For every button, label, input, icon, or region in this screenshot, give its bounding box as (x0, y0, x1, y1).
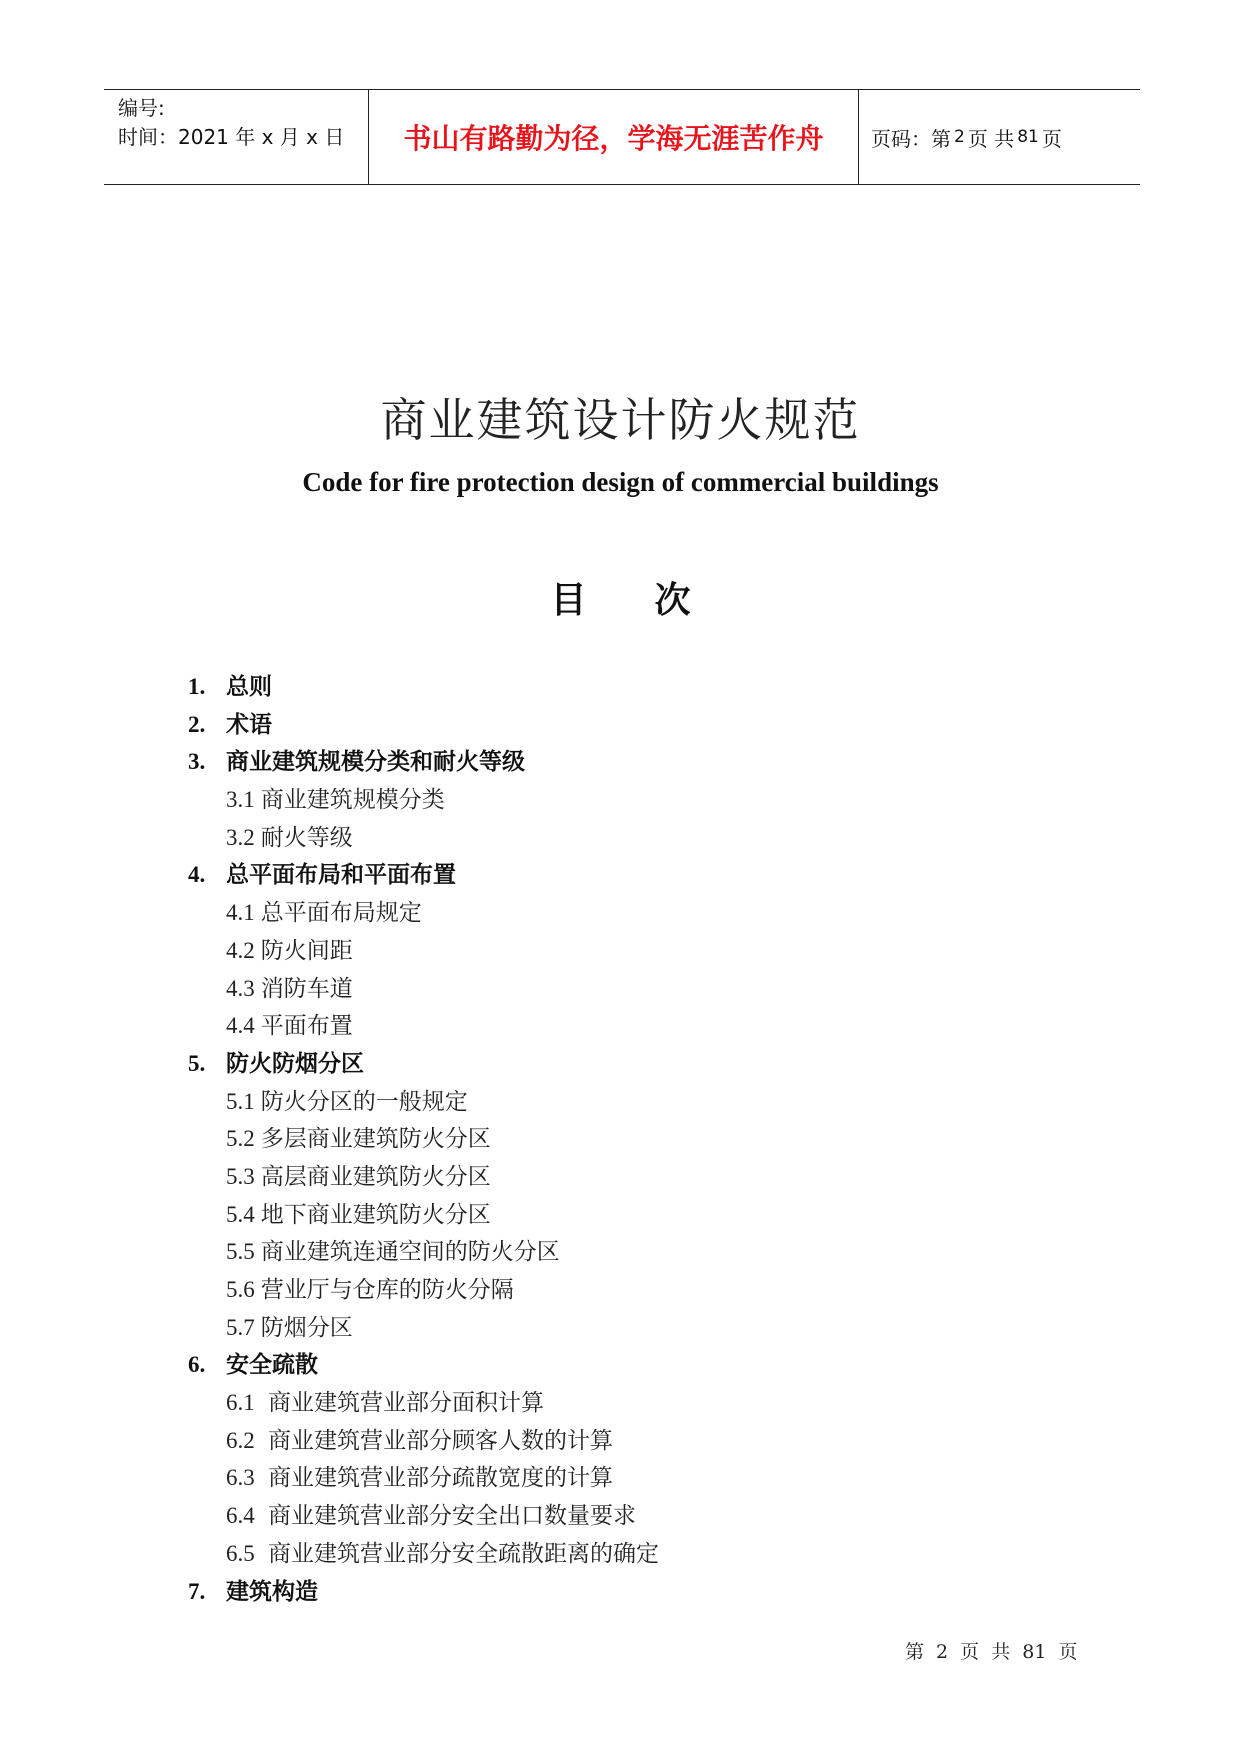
toc-item-number: 2. (188, 711, 206, 737)
toc-item-number: 5.2 (226, 1126, 255, 1152)
toc-item-number: 6.2 (226, 1427, 255, 1453)
toc-item-text: 商业建筑营业部分安全出口数量要求 (260, 1503, 637, 1530)
toc-item-text: 商业建筑营业部分疏散宽度的计算 (260, 1465, 614, 1492)
toc-chapter[interactable] (188, 743, 1088, 781)
toc-item-number: 4. (188, 862, 206, 888)
toc-item-text: 营业厅与仓库的防火分隔 (260, 1277, 514, 1303)
toc-section[interactable] (188, 819, 1088, 857)
toc-item-text: 地下商业建筑防火分区 (260, 1201, 491, 1228)
toc-section[interactable] (188, 1271, 1088, 1309)
toc-item-number: 4.4 (226, 1013, 255, 1039)
toc-section[interactable] (188, 970, 1088, 1008)
toc-heading-char-1: 目 (550, 580, 587, 621)
toc-item-number: 5.5 (226, 1239, 255, 1265)
toc-item-number: 5.1 (226, 1088, 255, 1114)
toc-chapter[interactable] (188, 1045, 1088, 1083)
toc-section[interactable] (188, 1309, 1088, 1347)
toc-section[interactable] (188, 781, 1088, 819)
toc-item-text: 防烟分区 (260, 1314, 353, 1341)
toc-item-number: 5.6 (226, 1277, 255, 1302)
toc-chapter[interactable] (188, 1573, 1088, 1611)
toc-item-text: 耐火等级 (260, 824, 353, 851)
toc-section[interactable] (188, 1196, 1088, 1234)
toc-section[interactable] (188, 1233, 1088, 1271)
page-current: 2 (954, 127, 965, 147)
toc-item-number: 1. (188, 674, 206, 699)
toc-item-text: 商业建筑营业部分面积计算 (260, 1390, 545, 1417)
toc-item-number: 6.4 (226, 1503, 255, 1529)
toc-item-text: 总平面布局和平面布置 (226, 862, 456, 889)
toc-item-text: 消防车道 (260, 975, 353, 1002)
toc-chapter[interactable] (188, 856, 1088, 894)
toc-section[interactable] (188, 1535, 1088, 1573)
toc-item-number: 5.7 (226, 1314, 255, 1340)
toc-chapter[interactable] (188, 668, 1088, 706)
toc-item-text: 商业建筑连通空间的防火分区 (260, 1239, 560, 1266)
number-label: 编号: (118, 96, 165, 120)
page-suffix: 页 (1041, 126, 1062, 151)
toc-section[interactable] (188, 1384, 1088, 1422)
toc-item-text: 术语 (226, 711, 272, 738)
toc-item-text: 总则 (226, 674, 272, 700)
toc-item-number: 6. (188, 1352, 206, 1378)
toc-item-text: 防火分区的一般规定 (260, 1088, 468, 1115)
toc-item-number: 7. (188, 1578, 206, 1604)
toc-section[interactable] (188, 1120, 1088, 1158)
header-meta (104, 90, 369, 184)
document-title: 商业建筑设计防火规范 (380, 393, 861, 447)
page-prefix: 页码：第 (871, 126, 951, 151)
toc-item-text: 高层商业建筑防火分区 (260, 1163, 491, 1190)
toc-item-text: 多层商业建筑防火分区 (260, 1126, 491, 1153)
table-of-contents (188, 668, 1088, 1610)
toc-chapter[interactable] (188, 1346, 1088, 1384)
toc-item-number: 6.5 (226, 1540, 255, 1566)
page-mid: 页 共 (967, 126, 1015, 151)
time-label: 时间：2021 年 x 月 x 日 (118, 125, 345, 149)
toc-item-text: 建筑构造 (226, 1578, 318, 1605)
toc-item-number: 5.4 (226, 1201, 255, 1227)
toc-item-number: 4.3 (226, 975, 255, 1001)
toc-section[interactable] (188, 1459, 1088, 1497)
document-subtitle-english: Code for fire protection design of commercial buildings (302, 467, 939, 497)
toc-item-number: 3.2 (226, 824, 255, 850)
toc-item-number: 6.3 (226, 1465, 255, 1491)
toc-section[interactable] (188, 1158, 1088, 1196)
toc-item-text: 商业建筑规模分类和耐火等级 (226, 749, 525, 776)
header-motto: 书山有路勤为径，学海无涯苦作舟 (369, 90, 859, 184)
toc-item-text: 防火防烟分区 (226, 1050, 364, 1077)
toc-item-text: 商业建筑营业部分顾客人数的计算 (260, 1427, 614, 1454)
toc-section[interactable] (188, 1083, 1088, 1121)
toc-chapter[interactable] (188, 706, 1088, 744)
toc-item-text: 商业建筑规模分类 (260, 787, 445, 814)
toc-item-number: 5. (188, 1050, 206, 1076)
toc-heading (0, 572, 1241, 623)
toc-section[interactable] (188, 1007, 1088, 1045)
toc-heading-char-2: 次 (654, 580, 691, 621)
toc-section[interactable] (188, 1422, 1088, 1460)
toc-item-number: 3.1 (226, 787, 255, 813)
toc-section[interactable] (188, 932, 1088, 970)
header-page-info (859, 90, 1140, 184)
document-header (104, 89, 1140, 185)
toc-item-number: 6.1 (226, 1390, 255, 1416)
toc-section[interactable] (188, 894, 1088, 932)
page-footer: 第 2 页 共 81 页 (905, 1641, 1078, 1663)
toc-item-number: 5.3 (226, 1163, 255, 1189)
toc-item-text: 总平面布局规定 (260, 900, 422, 927)
toc-item-text: 防火间距 (260, 937, 353, 964)
toc-item-number: 4.2 (226, 937, 255, 963)
page-total: 81 (1017, 127, 1039, 147)
toc-item-text: 商业建筑营业部分安全疏散距离的确定 (260, 1540, 660, 1567)
toc-item-number: 3. (188, 749, 206, 775)
toc-item-text: 安全疏散 (226, 1352, 318, 1379)
toc-section[interactable] (188, 1497, 1088, 1535)
toc-item-text: 平面布置 (260, 1013, 353, 1040)
toc-item-number: 4.1 (226, 900, 255, 926)
